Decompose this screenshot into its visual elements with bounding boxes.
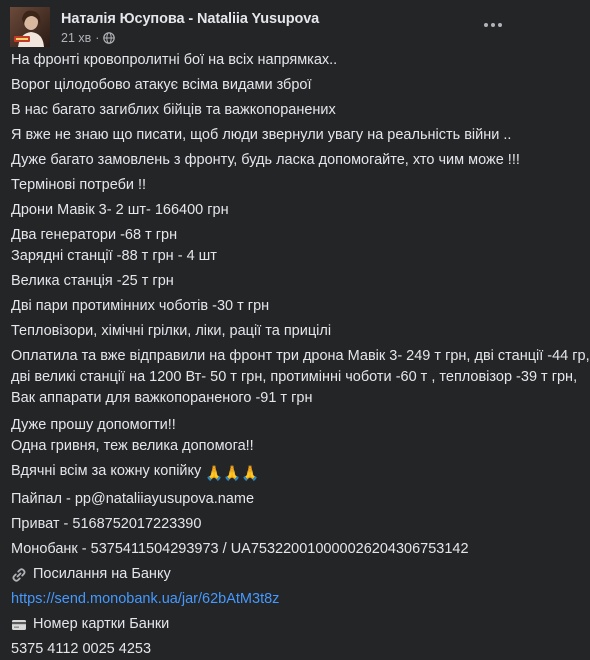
- jar-link-label: [11, 564, 516, 585]
- post-line: На фронті кровопролитні бої на всіх напрямках..: [11, 52, 338, 68]
- author-name[interactable]: Наталія Юсупова - Nataliia Yusupova: [61, 11, 320, 27]
- post-line: Два генератори -68 т грн: [11, 227, 178, 243]
- folded-hands-icon: 🙏🙏🙏: [205, 466, 260, 482]
- jar-link-line: [11, 589, 516, 610]
- post-line: Дві пари протимінних чоботів -30 т грн: [11, 298, 270, 314]
- post-time[interactable]: 21 хв: [61, 31, 92, 45]
- globe-icon[interactable]: [103, 32, 115, 44]
- monobank-jar-link[interactable]: https://send.monobank.ua/jar/62bAtM3t8z: [11, 591, 280, 607]
- thanks-text: Вдячні всім за кожну копійку: [11, 463, 202, 479]
- post-line: Дрони Мавік 3- 2 шт- 166400 грн: [11, 202, 229, 218]
- card-label-text: Номер картки Банки: [33, 616, 170, 632]
- privat-line: Приват - 5168752017223390: [11, 516, 202, 532]
- card-number-line: 5375 4112 0025 4253: [11, 641, 152, 657]
- post-line: Термінові потреби !!: [11, 177, 147, 193]
- post-line: Вак аппарати для важкопораненого -91 т грн: [11, 390, 313, 406]
- author-avatar[interactable]: [10, 7, 50, 47]
- credit-card-icon: [11, 617, 27, 633]
- post-line: Дуже багато замовлень з фронту, будь ласка допомогайте, хто чим може !!!: [11, 152, 520, 168]
- link-icon: [11, 567, 27, 583]
- post-line: [11, 461, 516, 485]
- meta-separator: ·: [95, 31, 100, 45]
- more-options-button[interactable]: [479, 11, 507, 39]
- post-meta: [61, 30, 115, 46]
- paypal-line: Пайпал - pp@nataliiayusupova.name: [11, 491, 255, 507]
- avatar-image: [10, 7, 50, 47]
- post-header: [10, 7, 513, 49]
- post-line: В нас багато загиблих бійців та важкопоранених: [11, 102, 336, 118]
- post-line: Я вже не знаю що писати, щоб люди звернули увагу на реальність війни ..: [11, 127, 512, 143]
- more-horizontal-icon: [483, 22, 503, 28]
- post-line: Оплатила та вже відправили на фронт три дрона Мавік 3- 249 т грн, дві станції -44 гр,: [11, 348, 590, 364]
- post-line: Велика станція -25 т грн: [11, 273, 174, 289]
- post-line: Дуже прошу допомогти!!: [11, 417, 176, 433]
- post-line: Зарядні станції -88 т грн - 4 шт: [11, 248, 217, 264]
- jar-link-label-text: Посилання на Банку: [33, 566, 171, 582]
- post-line: Тепловізори, хімічні грілки, ліки, рації та прицілі: [11, 323, 332, 339]
- post-line: Одна гривня, теж велика допомога!!: [11, 438, 254, 454]
- card-label: [11, 614, 516, 635]
- post-content: [11, 50, 590, 660]
- post-line: Ворог цілодобово атакує всіма видами зброї: [11, 77, 312, 93]
- monobank-line: Монобанк - 5375411504293973 / UA753220010000026204306753142: [11, 541, 469, 557]
- post-line: дві великі станції на 1200 Вт- 50 т грн, протимінні чоботи -60 т , тепловізор -39 т грн,: [11, 369, 578, 385]
